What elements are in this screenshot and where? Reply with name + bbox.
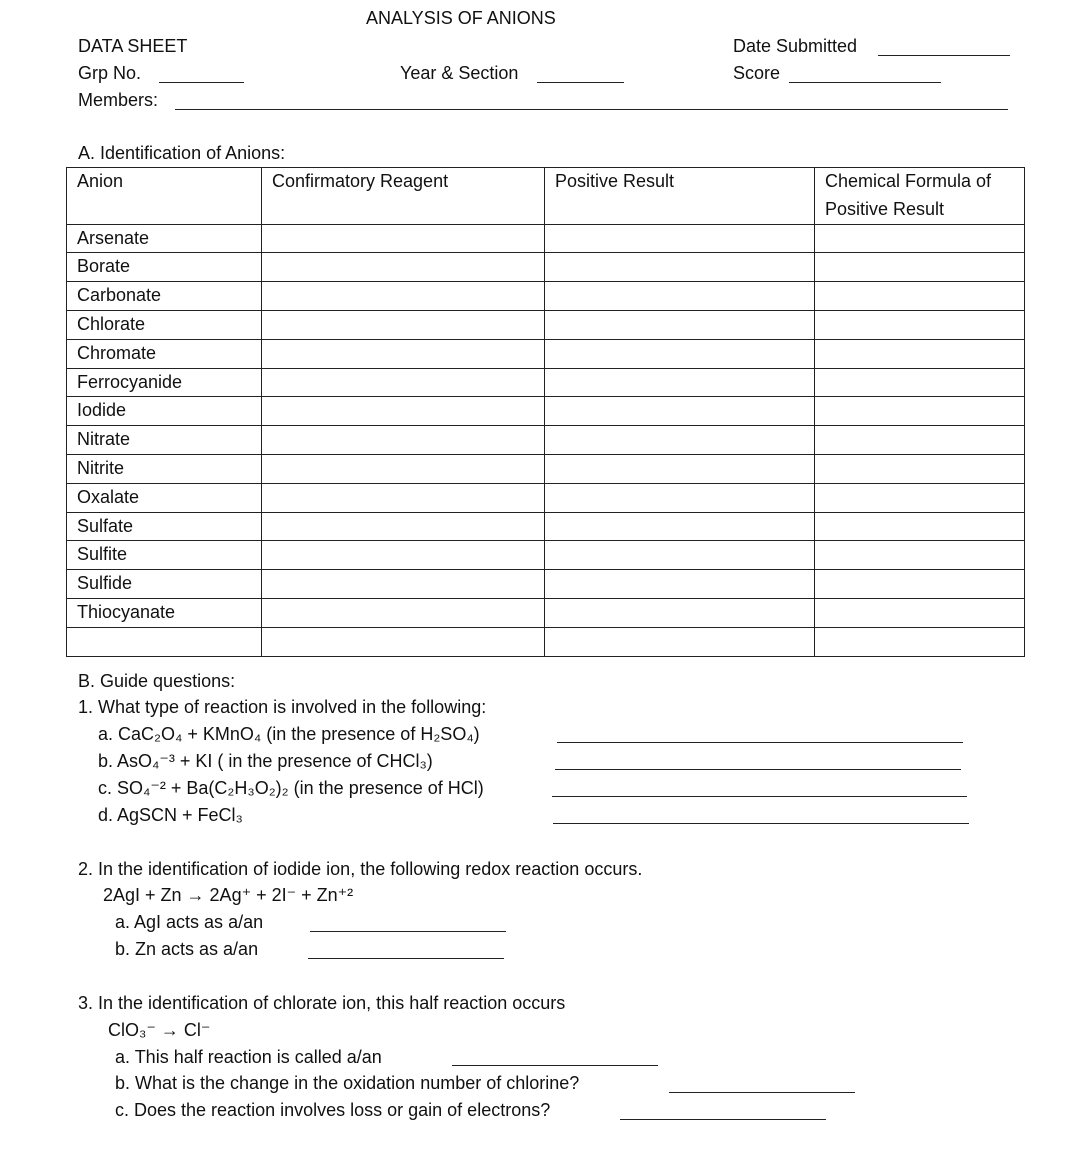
anion-name: Arsenate <box>67 224 262 253</box>
formula-cell[interactable] <box>815 598 1025 627</box>
formula-cell[interactable] <box>815 570 1025 599</box>
formula-cell[interactable] <box>815 483 1025 512</box>
formula-cell[interactable] <box>815 368 1025 397</box>
table-row <box>67 368 1025 397</box>
formula-cell[interactable] <box>815 426 1025 455</box>
table-row <box>67 224 1025 253</box>
reagent-cell[interactable] <box>262 598 545 627</box>
anion-name: Nitrite <box>67 454 262 483</box>
anion-name: Thiocyanate <box>67 598 262 627</box>
result-cell[interactable] <box>545 454 815 483</box>
date-submitted-field[interactable] <box>878 55 1010 56</box>
members-field[interactable] <box>175 109 1008 110</box>
q3-item-b: b. What is the change in the oxidation number of chlorine? <box>115 1073 580 1093</box>
table-row <box>67 627 1025 656</box>
reagent-cell[interactable] <box>262 570 545 599</box>
q1-answer-a[interactable] <box>557 742 963 743</box>
q1-answer-d[interactable] <box>553 823 969 824</box>
table-row <box>67 397 1025 426</box>
grp-no-label: Grp No. <box>78 63 142 83</box>
anion-name: Carbonate <box>67 282 262 311</box>
formula-cell[interactable] <box>815 454 1025 483</box>
q3-answer-b[interactable] <box>669 1092 855 1093</box>
result-cell[interactable] <box>545 282 815 311</box>
members-label: Members: <box>78 90 159 110</box>
reagent-cell[interactable] <box>262 282 545 311</box>
anion-name: Sulfide <box>67 570 262 599</box>
reagent-cell[interactable] <box>262 454 545 483</box>
reagent-cell[interactable] <box>262 224 545 253</box>
formula-cell[interactable] <box>815 339 1025 368</box>
result-cell[interactable] <box>545 541 815 570</box>
result-cell[interactable] <box>545 224 815 253</box>
reagent-cell[interactable] <box>262 541 545 570</box>
q3-prompt: 3. In the identification of chlorate ion, this half reaction occurs <box>78 993 566 1013</box>
reagent-cell[interactable] <box>262 512 545 541</box>
q2-equation: 2AgI + Zn → 2Ag⁺ + 2I⁻ + Zn⁺² <box>103 885 354 905</box>
reagent-cell[interactable] <box>262 483 545 512</box>
section-a-title: A. Identification of Anions: <box>78 143 286 163</box>
q1-prompt: 1. What type of reaction is involved in the following: <box>78 697 487 717</box>
section-b-title: B. Guide questions: <box>78 671 236 691</box>
score-label: Score <box>733 63 781 83</box>
year-section-field[interactable] <box>537 82 624 83</box>
result-cell[interactable] <box>545 253 815 282</box>
date-submitted-label: Date Submitted <box>733 36 858 56</box>
q2-prompt: 2. In the identification of iodide ion, the following redox reaction occurs. <box>78 859 643 879</box>
table-row <box>67 426 1025 455</box>
q1-answer-b[interactable] <box>555 769 961 770</box>
reagent-cell[interactable] <box>262 397 545 426</box>
reagent-cell[interactable] <box>262 310 545 339</box>
formula-cell[interactable] <box>815 224 1025 253</box>
q3-item-a: a. This half reaction is called a/an <box>115 1047 382 1067</box>
result-cell[interactable] <box>545 368 815 397</box>
formula-cell[interactable] <box>815 512 1025 541</box>
column-header-formula: Chemical Formula of Positive Result <box>815 168 1025 225</box>
table-header-row <box>67 168 1025 225</box>
table-row <box>67 454 1025 483</box>
reagent-cell[interactable] <box>262 627 545 656</box>
q2-item-a: a. AgI acts as a/an <box>115 912 264 932</box>
result-cell[interactable] <box>545 512 815 541</box>
table-row <box>67 282 1025 311</box>
q3-answer-c[interactable] <box>620 1119 826 1120</box>
table-row <box>67 598 1025 627</box>
data-sheet-label: DATA SHEET <box>78 36 188 56</box>
formula-cell[interactable] <box>815 282 1025 311</box>
result-cell[interactable] <box>545 310 815 339</box>
table-row <box>67 570 1025 599</box>
column-header-positive-result: Positive Result <box>545 168 815 225</box>
result-cell[interactable] <box>545 598 815 627</box>
anion-name: Iodide <box>67 397 262 426</box>
reagent-cell[interactable] <box>262 253 545 282</box>
formula-cell[interactable] <box>815 253 1025 282</box>
q2-answer-a[interactable] <box>310 931 506 932</box>
q1-answer-c[interactable] <box>552 796 967 797</box>
anion-name: Nitrate <box>67 426 262 455</box>
grp-no-field[interactable] <box>159 82 244 83</box>
score-field[interactable] <box>789 82 941 83</box>
q3-answer-a[interactable] <box>452 1065 658 1066</box>
anion-name: Chlorate <box>67 310 262 339</box>
formula-cell[interactable] <box>815 310 1025 339</box>
column-header-anion: Anion <box>67 168 262 225</box>
result-cell[interactable] <box>545 627 815 656</box>
result-cell[interactable] <box>545 570 815 599</box>
reagent-cell[interactable] <box>262 368 545 397</box>
table-row <box>67 541 1025 570</box>
q1-item-c: c. SO₄⁻² + Ba(C₂H₃O₂)₂ (in the presence of HCl) <box>98 778 484 798</box>
q3-equation: ClO₃⁻ → Cl⁻ <box>108 1020 211 1040</box>
table-row <box>67 512 1025 541</box>
q1-item-d: d. AgSCN + FeCl₃ <box>98 805 243 825</box>
anion-name: Oxalate <box>67 483 262 512</box>
anion-name: Ferrocyanide <box>67 368 262 397</box>
table-row <box>67 339 1025 368</box>
result-cell[interactable] <box>545 339 815 368</box>
formula-cell[interactable] <box>815 541 1025 570</box>
table-row <box>67 253 1025 282</box>
anion-name: Sulfate <box>67 512 262 541</box>
q3-item-c: c. Does the reaction involves loss or gain of electrons? <box>115 1100 551 1120</box>
anion-name: Chromate <box>67 339 262 368</box>
result-cell[interactable] <box>545 483 815 512</box>
formula-cell[interactable] <box>815 397 1025 426</box>
q1-item-a: a. CaC₂O₄ + KMnO₄ (in the presence of H₂SO₄) <box>98 724 480 744</box>
q1-item-b: b. AsO₄⁻³ + KI ( in the presence of CHCl₃) <box>98 751 433 771</box>
year-section-label: Year & Section <box>400 63 519 83</box>
column-header-reagent: Confirmatory Reagent <box>262 168 545 225</box>
q2-item-b: b. Zn acts as a/an <box>115 939 259 959</box>
anion-name[interactable] <box>67 627 262 656</box>
page-title: ANALYSIS OF ANIONS <box>366 8 556 28</box>
result-cell[interactable] <box>545 397 815 426</box>
q2-answer-b[interactable] <box>308 958 504 959</box>
reagent-cell[interactable] <box>262 339 545 368</box>
formula-cell[interactable] <box>815 627 1025 656</box>
anion-name: Borate <box>67 253 262 282</box>
anion-name: Sulfite <box>67 541 262 570</box>
table-row <box>67 310 1025 339</box>
result-cell[interactable] <box>545 426 815 455</box>
anion-table <box>66 167 1025 657</box>
table-row <box>67 483 1025 512</box>
reagent-cell[interactable] <box>262 426 545 455</box>
